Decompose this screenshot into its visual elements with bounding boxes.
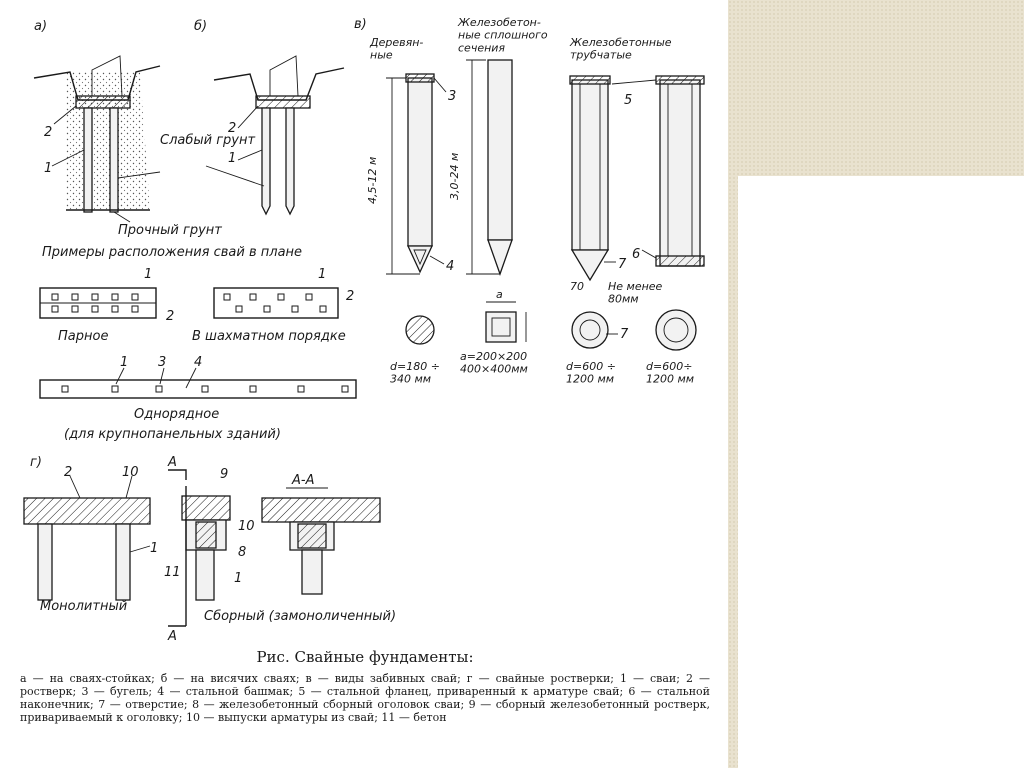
single-row-layout-drawing (40, 368, 356, 398)
part-b-label: б) (194, 19, 208, 34)
caption-text: а — на сваях-стойках; б — на висячих сваях; в — виды забивных свай; г — свайные ростверки; 1 — сваи; 2 — ростверк; 3 — бугель; 4 — стальной башмак; 5 — стальной фланец, приваренный к арматуре свай; 6 — стальной наконечник; 7 — отверстие; 8 — железобетонный сборный оголовок сваи; 9 — сборный железобетонный ростверк, привариваемый к оголовку; 10 — выпуски арматуры из свай; 11 — бетон (20, 672, 710, 724)
g-num-2: 2 (64, 465, 73, 480)
figure-caption (20, 648, 710, 724)
single-row-note: (для крупнопанельных зданий) (64, 427, 281, 442)
strong-soil-label: Прочный грунт (118, 223, 222, 238)
g-num-8: 8 (238, 545, 247, 560)
row-num-1: 1 (120, 355, 129, 370)
section-aa-label: А-А (292, 473, 315, 488)
wood-pile-drawing (386, 74, 446, 274)
b-num-2: 2 (228, 121, 237, 136)
tube-num-5: 5 (624, 93, 633, 108)
g-num-1b: 1 (234, 571, 243, 586)
solid-pile-drawing (466, 60, 512, 274)
tube-num-7: 7 (618, 257, 627, 272)
pair-num-2: 2 (166, 309, 175, 324)
side-a-dim: a (496, 288, 503, 301)
precast-grillage-drawing (168, 470, 230, 626)
monolithic-grillage-drawing (24, 476, 150, 600)
section-num-7: 7 (620, 327, 629, 342)
staggered-layout-drawing (214, 288, 338, 318)
g-num-9: 9 (220, 467, 229, 482)
section-aa-drawing (262, 488, 380, 594)
blank-side-panel (738, 176, 1024, 768)
weak-soil-label: Слабый грунт (160, 133, 256, 148)
g-num-10: 10 (122, 465, 139, 480)
a-num-1: 1 (44, 161, 53, 176)
section-mark-bottom: А (168, 629, 177, 644)
part-v-label: в) (354, 17, 367, 32)
stag-num-1: 1 (318, 267, 327, 282)
pair-num-1: 1 (144, 267, 153, 282)
tubular-type-label: Железобетонные трубчатые (570, 36, 672, 62)
tube-diameter-1-dim: d=600 ÷ 1200 мм (566, 360, 616, 386)
caption-title: Рис. Свайные фундаменты: (256, 648, 474, 666)
section-mark-top: А (168, 455, 177, 470)
wood-length-dim: 4,5-12 м (366, 156, 379, 204)
tube-diameter-2-dim: d=600÷ 1200 мм (646, 360, 695, 386)
plan-title: Примеры расположения свай в плане (42, 245, 303, 260)
part-a-drawing (34, 56, 160, 212)
part-a-label: а) (34, 19, 48, 34)
wood-diameter-dim: d=180 ÷ 340 мм (390, 360, 440, 386)
wood-type-label: Деревян-ные (370, 36, 424, 62)
solid-type-label: Железобетон-ные сплошного сечения (458, 16, 548, 55)
g-num-10b: 10 (238, 519, 255, 534)
staggered-layout-label: В шахматном порядке (192, 329, 346, 344)
stag-num-2: 2 (346, 289, 355, 304)
g-num-11: 11 (164, 565, 181, 580)
solid-length-dim: 3,0-24 м (448, 152, 461, 200)
solid-section-dim: a=200×200 400×400мм (460, 350, 528, 376)
row-num-4: 4 (194, 355, 203, 370)
tubular-pile-pointed-drawing (570, 76, 616, 280)
wood-num-3: 3 (448, 89, 457, 104)
wood-num-4: 4 (446, 259, 455, 274)
cross-sections-drawing (406, 302, 696, 350)
pair-layout-drawing (40, 288, 156, 318)
tube-num-6: 6 (632, 247, 641, 262)
monolithic-label: Монолитный (40, 599, 128, 614)
part-g-label: г) (30, 455, 42, 470)
g-num-1: 1 (150, 541, 159, 556)
precast-label: Сборный (замоноличенный) (204, 609, 397, 624)
single-row-label: Однорядное (134, 407, 220, 422)
tip-length-dim: 70 (570, 280, 584, 293)
pair-layout-label: Парное (58, 329, 109, 344)
a-num-2: 2 (44, 125, 53, 140)
row-num-3: 3 (158, 355, 167, 370)
b-num-1: 1 (228, 151, 237, 166)
min-wall-dim: Не менее 80мм (608, 280, 663, 306)
